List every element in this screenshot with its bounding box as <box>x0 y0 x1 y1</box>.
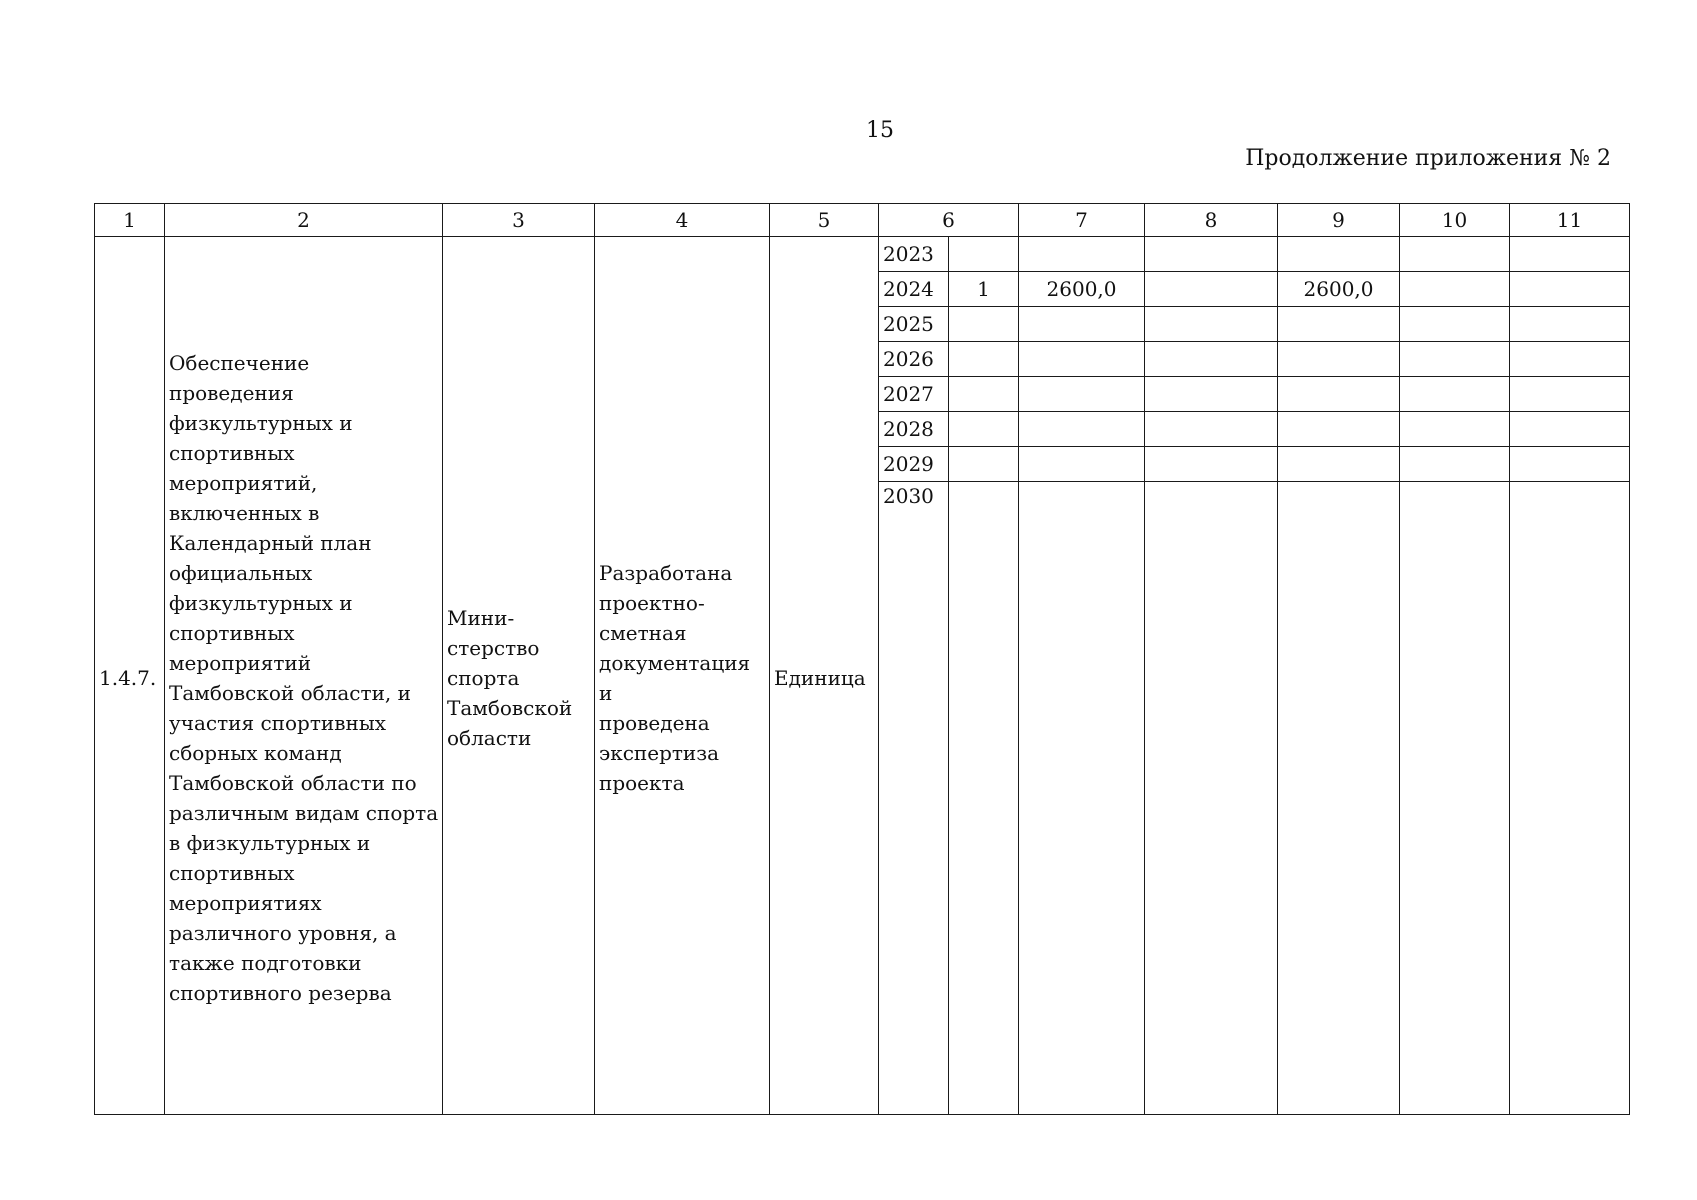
year-cell: 2027 <box>879 377 949 412</box>
col9-cell: 2600,0 <box>1278 272 1400 307</box>
col8-cell <box>1145 272 1278 307</box>
program-table <box>94 203 1630 1115</box>
col11-cell <box>1510 237 1630 272</box>
col10-cell <box>1400 342 1510 377</box>
col10-cell <box>1400 307 1510 342</box>
appendix-caption: Продолжение приложения № 2 <box>1245 146 1611 171</box>
col10-cell <box>1400 447 1510 482</box>
page-number: 15 <box>866 118 894 143</box>
col8-cell <box>1145 482 1278 1115</box>
col9-cell <box>1278 412 1400 447</box>
col11-cell <box>1510 272 1630 307</box>
row-unit: Единица <box>770 237 879 1115</box>
col9-cell <box>1278 307 1400 342</box>
value-cell <box>949 342 1019 377</box>
value-cell: 1 <box>949 272 1019 307</box>
col10-cell <box>1400 237 1510 272</box>
col7-cell <box>1019 307 1145 342</box>
row-executor: Мини- стерство спорта Тамбовской области <box>443 237 595 1115</box>
col8-cell <box>1145 377 1278 412</box>
header-cell: 11 <box>1510 204 1630 237</box>
value-cell <box>949 307 1019 342</box>
col11-cell <box>1510 482 1630 1115</box>
header-cell: 4 <box>595 204 770 237</box>
col7-cell <box>1019 237 1145 272</box>
row-result: Разработана проектно- сметная документация и проведена экспертиза проекта <box>595 237 770 1115</box>
col9-cell <box>1278 482 1400 1115</box>
col9-cell <box>1278 342 1400 377</box>
header-cell: 3 <box>443 204 595 237</box>
col8-cell <box>1145 342 1278 377</box>
header-row <box>95 204 1630 237</box>
value-cell <box>949 447 1019 482</box>
col7-cell <box>1019 342 1145 377</box>
col8-cell <box>1145 412 1278 447</box>
col11-cell <box>1510 342 1630 377</box>
col7-cell <box>1019 412 1145 447</box>
col11-cell <box>1510 447 1630 482</box>
col9-cell <box>1278 237 1400 272</box>
header-cell: 10 <box>1400 204 1510 237</box>
year-cell: 2029 <box>879 447 949 482</box>
col7-cell: 2600,0 <box>1019 272 1145 307</box>
year-cell: 2030 <box>879 482 949 1115</box>
year-cell: 2025 <box>879 307 949 342</box>
header-cell: 9 <box>1278 204 1400 237</box>
header-cell: 2 <box>165 204 443 237</box>
col10-cell <box>1400 412 1510 447</box>
year-cell: 2024 <box>879 272 949 307</box>
header-cell: 5 <box>770 204 879 237</box>
value-cell <box>949 377 1019 412</box>
col9-cell <box>1278 447 1400 482</box>
col7-cell <box>1019 447 1145 482</box>
col7-cell <box>1019 377 1145 412</box>
col8-cell <box>1145 237 1278 272</box>
year-cell: 2028 <box>879 412 949 447</box>
col8-cell <box>1145 447 1278 482</box>
year-cell: 2026 <box>879 342 949 377</box>
col7-cell <box>1019 482 1145 1115</box>
header-cell: 7 <box>1019 204 1145 237</box>
table-row <box>95 237 1630 272</box>
row-code: 1.4.7. <box>95 237 165 1115</box>
col10-cell <box>1400 272 1510 307</box>
col11-cell <box>1510 412 1630 447</box>
col11-cell <box>1510 377 1630 412</box>
value-cell <box>949 482 1019 1115</box>
header-cell: 1 <box>95 204 165 237</box>
header-cell: 6 <box>879 204 1019 237</box>
col11-cell <box>1510 307 1630 342</box>
year-cell: 2023 <box>879 237 949 272</box>
row-description: Обеспечение проведения физкультурных и спортивных мероприятий, включенных в Календарный план официальных физкультурных и спортивных мероприятий Тамбовской области, и участия спортивных сборных команд Тамбовской области по различным видам спорта в физкультурных и спортивных мероприятиях различного уровня, а также подготовки спортивного резерва <box>165 237 443 1115</box>
header-cell: 8 <box>1145 204 1278 237</box>
value-cell <box>949 237 1019 272</box>
col10-cell <box>1400 377 1510 412</box>
col8-cell <box>1145 307 1278 342</box>
col9-cell <box>1278 377 1400 412</box>
value-cell <box>949 412 1019 447</box>
col10-cell <box>1400 482 1510 1115</box>
